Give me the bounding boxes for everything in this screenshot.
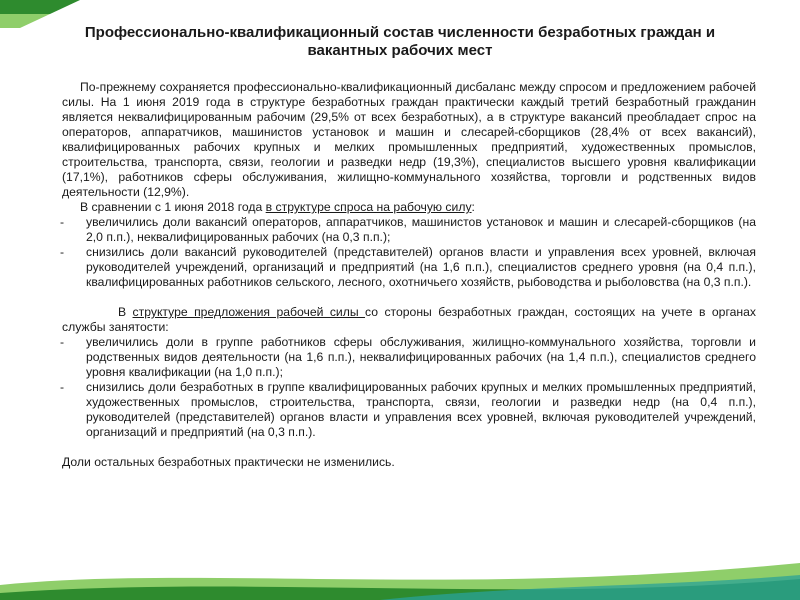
demand-structure-link: в структуре спроса на рабочую силу: [265, 200, 472, 214]
spacer: [62, 290, 756, 305]
supply-lead: [62, 305, 756, 335]
list-item-text: снизились доли вакансий руководителей (представителей) органов власти и управления всех уровней, включая руководителей учреждений, организаций и предприятий (на 1,6 п.п.), специалистов среднего уровня (на 0,4 п.п.), квалифицированных работников сельского, лесного, охотничьего хозяйств, рыбоводства и рыболовства (на 0,3 п.п.).: [86, 245, 756, 289]
demand-lead-suffix: :: [471, 200, 475, 214]
list-item-text: увеличились доли в группе работников сферы обслуживания, жилищно-коммунального хозяйства, торговли и родственных видов деятельности (на 1,6 п.п.), неквалифицированных рабочих (на 1,4 п.п.), специалистов среднего уровня квалификации (на 1,0 п.п.);: [86, 335, 756, 379]
list-item: [62, 215, 756, 245]
supply-lead-suffix: со стороны безработных граждан, состоящих на учете в органах службы занятости:: [62, 305, 756, 334]
list-item-text: увеличились доли вакансий операторов, аппаратчиков, машинистов установок и машин и слесарей-сборщиков (на 2,0 п.п.), неквалифицированных рабочих (на 0,3 п.п.);: [86, 215, 756, 244]
dash-marker: -: [60, 215, 65, 229]
supply-structure-link: структуре предложения рабочей силы: [132, 305, 366, 319]
intro-paragraph: По-прежнему сохраняется профессионально-квалификационный дисбаланс между спросом и предложением рабочей силы. На 1 июня 2019 года в структуре безработных граждан практически каждый третий безработный гражданин является неквалифицированным рабочим (29,5% от всех безработных), а в структуре вакансий преобладает спрос на операторов, аппаратчиков, машинистов установок и машин и слесарей-сборщиков (28,4% от всех вакансий), квалифицированных рабочих крупных и мелких промышленных предприятий, художественных промыслов, строительства, транспорта, связи, геологии и разведки недр (19,3%), специалистов высшего уровня квалификации (17,1%), работников сферы обслуживания, жилищно-коммунального хозяйства, торговли и родственных видов деятельности (12,9%).: [62, 80, 756, 199]
list-item: [62, 380, 756, 440]
demand-list: [62, 215, 756, 290]
list-item: [62, 245, 756, 290]
bottom-wave-decoration: [0, 545, 800, 600]
list-item-text: снизились доли безработных в группе квалифицированных рабочих крупных и мелких промышленных предприятий, художественных промыслов, строительства, транспорта, связи, геологии и разведки недр (на 0,4 п.п.), руководителей (представителей) органов власти и управления всех уровней, включая руководителей учреждений, организаций и предприятий (на 0,3 п.п.).: [86, 380, 756, 439]
dash-marker: -: [60, 245, 65, 259]
demand-lead-prefix: В сравнении с 1 июня 2018 года: [80, 200, 266, 214]
supply-list: [62, 335, 756, 440]
title-line-1: Профессионально-квалификационный состав численности безработных граждан и: [84, 24, 716, 41]
demand-lead: [62, 200, 756, 215]
spacer: [62, 440, 756, 455]
page-title: [40, 24, 760, 60]
title-line-2: вакантных рабочих мест: [307, 42, 493, 59]
body-text: [62, 80, 756, 470]
dash-marker: -: [60, 380, 65, 394]
closing-paragraph: Доли остальных безработных практически не изменились.: [62, 455, 395, 469]
dash-marker: -: [60, 335, 65, 349]
supply-lead-prefix: В: [118, 305, 133, 319]
list-item: [62, 335, 756, 380]
